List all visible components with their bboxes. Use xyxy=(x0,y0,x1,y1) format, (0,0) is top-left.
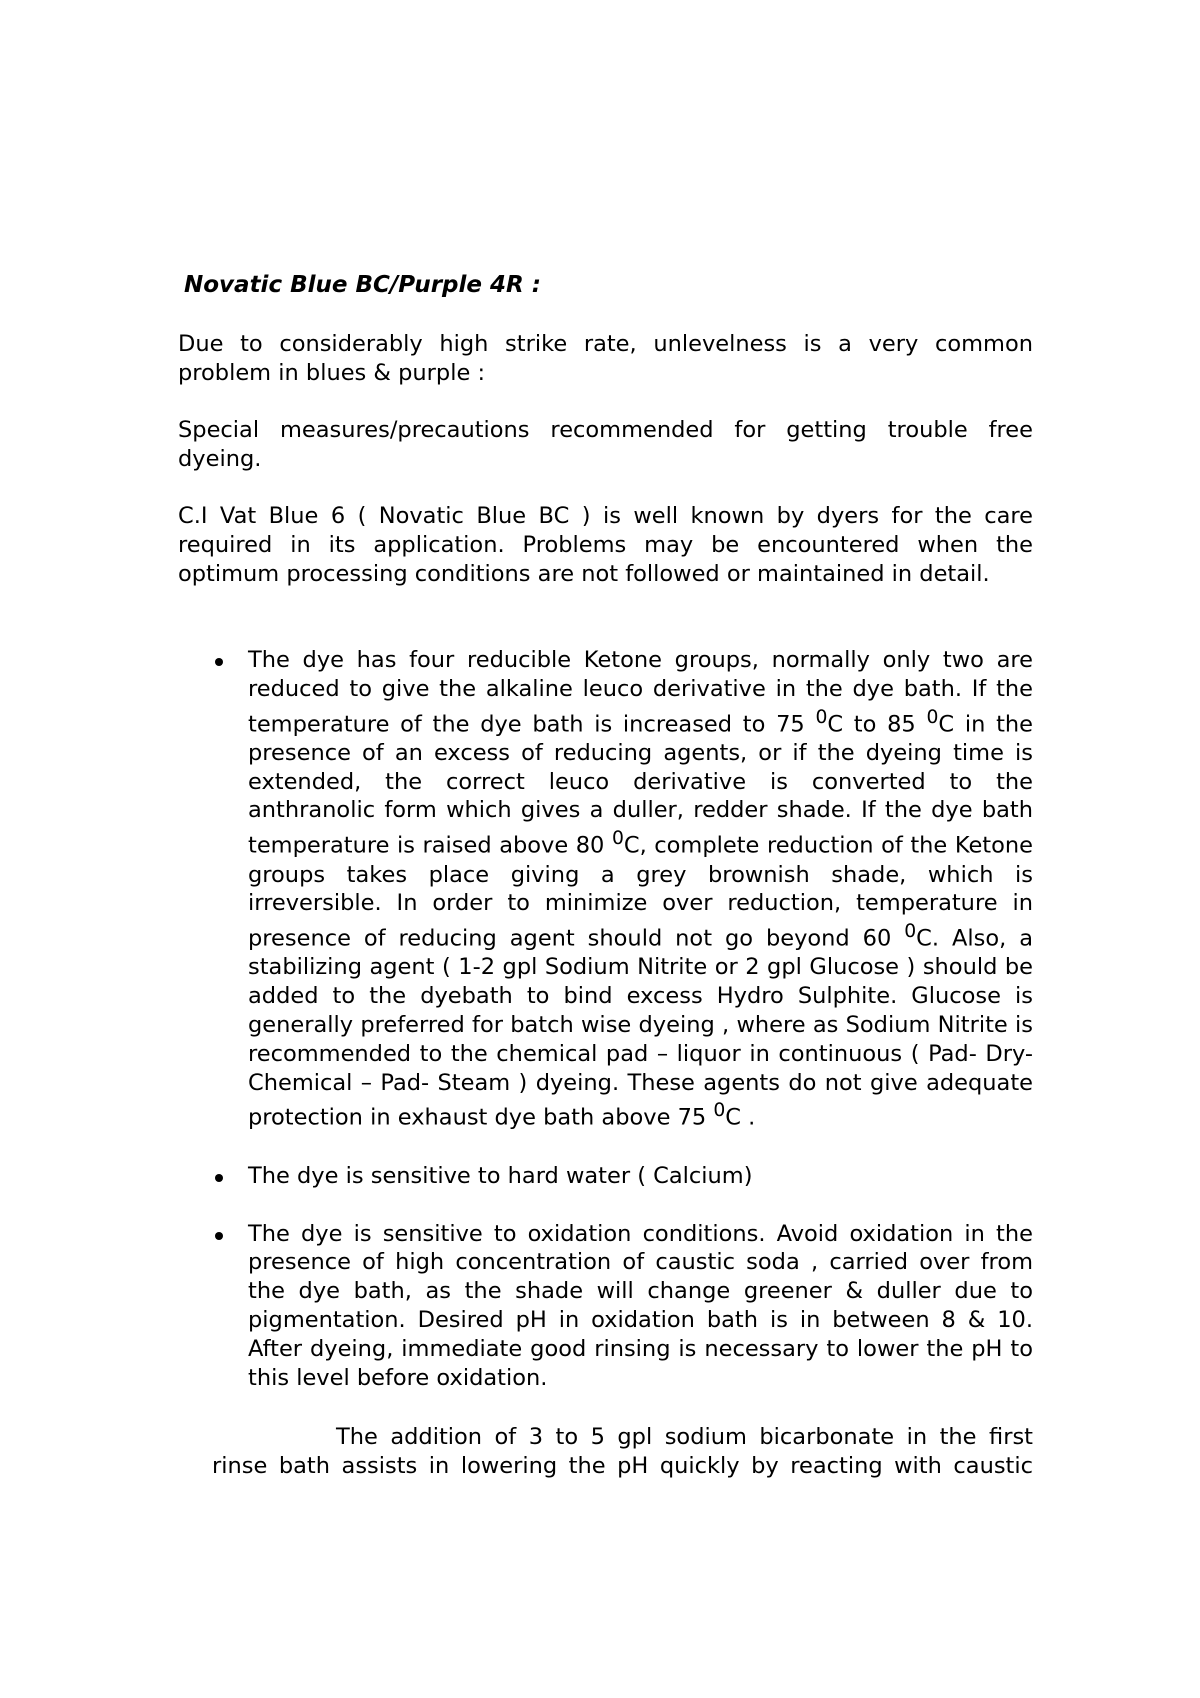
degree-superscript: 0 xyxy=(926,706,939,728)
list-item-ketone-groups xyxy=(178,646,1033,1133)
degree-superscript: 0 xyxy=(611,828,624,850)
bullet-text: C . xyxy=(725,1104,756,1131)
paragraph-vat-blue-6: C.I Vat Blue 6 ( Novatic Blue BC ) is well known by dyers for the care required in its application. Problems may be encountered when the optimum processing conditions are not followed or maintained in detail. xyxy=(178,503,1033,587)
bullet-text: C, complete reduction of the Ketone groups takes place giving a grey brownish shade, which is irreversible. In order to minimize over reduction, temperature in presence of reducing agent should not go beyond 60 xyxy=(248,832,1033,952)
document-title: Novatic Blue BC/Purple 4R : xyxy=(184,272,541,298)
degree-superscript: 0 xyxy=(713,1100,726,1122)
bullet-icon xyxy=(215,1232,223,1240)
paragraph-sodium-bicarbonate xyxy=(212,1423,1033,1481)
bullet-text: The dye is sensitive to hard water ( Calcium) xyxy=(248,1162,753,1189)
bullet-text: The dye has four reducible Ketone groups, normally only two are reduced to give the alkaline leuco derivative in the dye bath. If the temperature of the dye bath is increased to 75 xyxy=(248,647,1033,738)
precautions-list xyxy=(178,646,1033,1392)
list-item-oxidation xyxy=(178,1220,1033,1393)
degree-superscript: 0 xyxy=(904,921,917,943)
closing-text: The addition of 3 to 5 gpl sodium bicarbonate in the first rinse bath assists in lowering the pH quickly by reacting with caustic xyxy=(212,1424,1033,1479)
paragraph-unlevelness: Due to considerably high strike rate, unlevelness is a very common problem in blues & purple : xyxy=(178,331,1033,386)
bullet-text: C. Also, a stabilizing agent ( 1-2 gpl Sodium Nitrite or 2 gpl Glucose ) should be added to the dyebath to bind excess Hydro Sulphite. Glucose is generally preferred for batch wise dyeing , where as Sodium Nitrite is recommended to the chemical pad – liquor in continuous ( Pad- Dry-Chemical – Pad- Steam ) dyeing. These agents do not give adequate protection in exhaust dye bath above 75 xyxy=(248,925,1033,1131)
bullet-text: The dye is sensitive to oxidation conditions. Avoid oxidation in the presence of high concentration of caustic soda , carried over from the dye bath, as the shade will change greener & duller due to pigmentation. Desired pH in oxidation bath is in between 8 & 10. After dyeing, immediate good rinsing is necessary to lower the pH to this level before oxidation. xyxy=(248,1220,1033,1391)
paragraph-precautions: Special measures/precautions recommended for getting trouble free dyeing. xyxy=(178,417,1033,472)
bullet-icon xyxy=(215,1174,223,1182)
bullet-icon xyxy=(215,658,223,666)
degree-superscript: 0 xyxy=(815,706,828,728)
list-item-hard-water xyxy=(178,1162,1033,1191)
bullet-text: C in the presence of an excess of reducing agents, or if the dyeing time is extended, the correct leuco derivative is converted to the anthranolic form which gives a duller, redder shade. If the dye bath temperature is raised above 80 xyxy=(248,711,1033,859)
bullet-text: C to 85 xyxy=(827,711,927,738)
